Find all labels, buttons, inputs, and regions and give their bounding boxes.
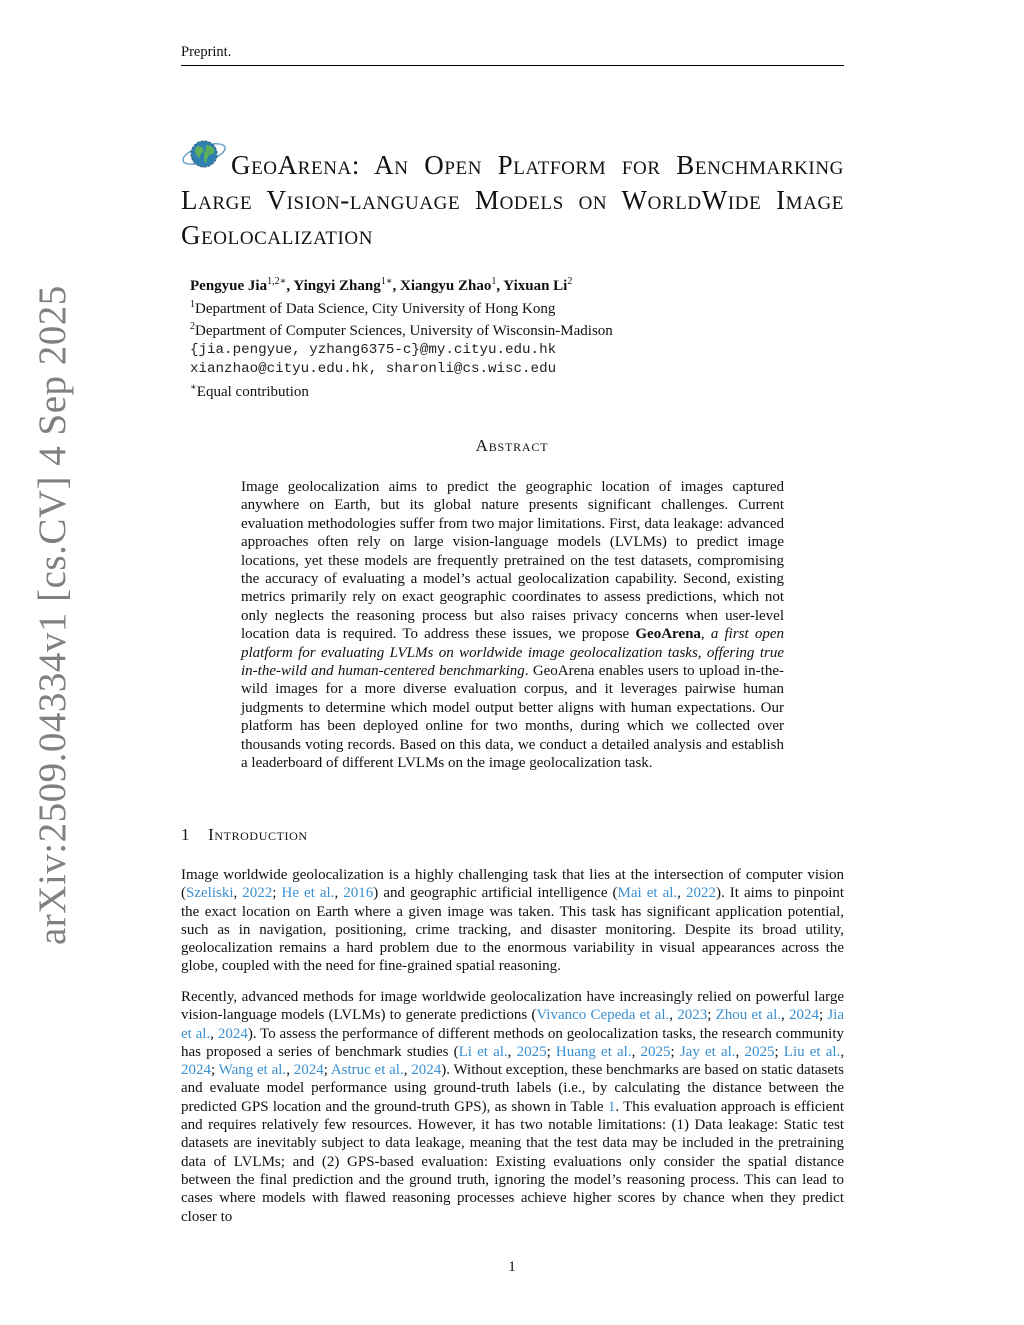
paragraph-text: ) and geographic artificial intelligence ( bbox=[373, 885, 618, 902]
citation-link[interactable]: Jay et al. bbox=[679, 1043, 736, 1060]
paragraph-text: , bbox=[781, 1007, 789, 1024]
author-block bbox=[190, 273, 613, 401]
paragraph-text: . This evaluation approach is efficient and requires relatively few resources. However, it has two notable limitations: (1) Data leakage: Static test datasets are inevitably subject to data leakage, meaning that the test data may be included in the pretraining data of LVLMs; and (2) GPS-based evaluation: Existing evaluations only consider the spatial distance between the final prediction and the ground truth, ignoring the model’s reasoning process. This can lead to cases where models with flawed reasoning processes achieve higher scores by chance when they predict closer to bbox=[181, 1098, 844, 1225]
citation-link[interactable]: Li et al. bbox=[458, 1043, 508, 1060]
citation-link[interactable]: 2024 bbox=[411, 1062, 442, 1079]
paragraph-text: , bbox=[403, 1062, 412, 1079]
paragraph-text: ; bbox=[670, 1043, 680, 1060]
citation-link[interactable]: 2025 bbox=[640, 1043, 671, 1060]
paragraph-text: , bbox=[286, 1062, 294, 1079]
paragraph-text: Image worldwide geolocalization is a highly challenging task that lies at the intersection of computer vision ( bbox=[181, 867, 844, 902]
paragraph-text: , bbox=[210, 1025, 218, 1042]
paragraph-text: , bbox=[507, 1043, 517, 1060]
citation-link[interactable]: 1 bbox=[607, 1098, 616, 1115]
citation-link[interactable]: 2025 bbox=[744, 1043, 775, 1060]
abstract-text: Image geolocalization aims to predict the geographic location of images captured anywhere on Earth, but its global nature presents significant challenges. Current evaluation methodologies suffer from two major limitations. First, data leakage: advanced approaches often rely on large vision-language models (LVLMs) to predict image locations, yet these models are frequently pretrained on the test datasets, compromising the accuracy of evaluating a model’s actual geolocalization capability. Second, existing metrics primarily rely on exact geographic coordinates to assess predictions, which not only neglects the reasoning process but also raises privacy concerns when user-level location data is required. To address these issues, we propose GeoArena, a first open platform for evaluating LVLMs on worldwide image geolocalization tasks, offering true in-the-wild and human-centered benchmarking. GeoArena enables users to upload in-the-wild images for a more diverse evaluation corpus, and it leverages pairwise human judgments to determine which model output better aligns with human expectations. Our platform has been deployed online for two months, during which we collected over thousands voting records. Based on this data, we conduct a detailed analysis and establish a leaderboard of different LVLMs on the image geolocalization task. bbox=[241, 479, 785, 772]
citation-link[interactable]: 2025 bbox=[516, 1043, 547, 1060]
paragraph-text: ; bbox=[818, 1007, 828, 1024]
author-name: Xiangyu Zhao bbox=[400, 278, 492, 294]
abstract-emphasis: a first open platform for evaluating LVLMs on worldwide image geolocalization tasks, offering true in-the-wild and human-centered benchmarking bbox=[241, 626, 785, 680]
author-affiliation-mark: 1 bbox=[491, 276, 497, 287]
citation-link[interactable]: 2016 bbox=[343, 885, 374, 902]
author-names: Pengyue Jia$^{1,2∗}$, Yingyi Zhang$^{1∗}$, Xiangyu Zhao$^1$, Yixuan Li$^2$ bbox=[190, 276, 573, 294]
citation-link[interactable]: 2024 bbox=[788, 1007, 819, 1024]
paragraph-text: , bbox=[735, 1043, 745, 1060]
paragraph-text: ). To assess the performance of different methods on geolocalization tasks, the research community has proposed a series of benchmark studies ( bbox=[181, 1025, 845, 1060]
citation-link[interactable]: Mai et al. bbox=[617, 885, 678, 902]
author-affiliation-mark: 2 bbox=[567, 276, 573, 287]
paragraph-text: , bbox=[840, 1043, 845, 1060]
citation-link[interactable]: Huang et al. bbox=[555, 1043, 632, 1060]
paragraph-text: , bbox=[233, 885, 243, 902]
running-header: Preprint. bbox=[181, 44, 844, 66]
paragraph-text: Recently, advanced methods for image worldwide geolocalization have increasingly relied on powerful large vision-language models (LVLMs) to generate predictions ( bbox=[181, 989, 844, 1024]
paragraph-text: , bbox=[631, 1043, 641, 1060]
section-title: Introduction bbox=[208, 825, 308, 844]
citation-link[interactable]: 2022 bbox=[242, 885, 273, 902]
author-affiliation-mark: 1∗ bbox=[380, 276, 393, 287]
citation-link[interactable]: 2023 bbox=[677, 1007, 708, 1024]
platform-name: GeoArena bbox=[635, 626, 701, 643]
section-heading-introduction bbox=[181, 825, 308, 845]
paragraph-text: ). Without exception, these benchmarks are based on static datasets and evaluate model performance using ground-truth labels (i.e., by calculating the distance between the predicted GPS location and the ground-truth GPS), as shown in Table bbox=[181, 1062, 845, 1115]
paragraph-text: ; bbox=[546, 1043, 556, 1060]
citation-link[interactable]: 2024 bbox=[293, 1062, 324, 1079]
arxiv-identifier: arXiv:2509.04334v1 [cs.CV] 4 Sep 2025 bbox=[31, 285, 74, 945]
author-name: Yixuan Li bbox=[503, 278, 568, 294]
page-number: 1 bbox=[508, 1259, 516, 1275]
equal-contribution-note: ∗Equal contribution bbox=[190, 381, 309, 400]
paragraph-text: ; bbox=[211, 1062, 219, 1079]
citation-link[interactable]: Liu et al. bbox=[783, 1043, 841, 1060]
paragraph-text: , bbox=[677, 885, 686, 902]
affiliation-1: $^1$Department of Data Science, City University of Hong Kong bbox=[190, 298, 556, 317]
citation-link[interactable]: Zhou et al. bbox=[715, 1007, 782, 1024]
section-number: 1 bbox=[181, 825, 191, 844]
citation-link[interactable]: 2024 bbox=[217, 1025, 248, 1042]
citation-link[interactable]: He et al. bbox=[281, 885, 335, 902]
affiliation-2: $^2$Department of Computer Sciences, University of Wisconsin-Madison bbox=[190, 321, 613, 340]
citation-link[interactable]: 2022 bbox=[685, 885, 716, 902]
citation-link[interactable]: Jia et al. bbox=[181, 1007, 845, 1042]
citation-link[interactable]: 2024 bbox=[181, 1062, 211, 1079]
paragraph-text: ). It aims to pinpoint the exact location on Earth where a given image was taken. This task has significant application potential, such as in navigation, positioning, crime tracking, and disaster monitoring. Despite its broad utility, geolocalization remains a hard problem due to the enormous variability in visual appearances across the globe, coupled with the need for fine-grained spatial reasoning. bbox=[181, 885, 845, 975]
paragraph-text: ; bbox=[323, 1062, 331, 1079]
citation-link[interactable]: Wang et al. bbox=[218, 1062, 287, 1079]
paragraph-text: ; bbox=[272, 885, 282, 902]
citation-link[interactable]: Szeliski bbox=[186, 885, 234, 902]
author-name: Yingyi Zhang bbox=[293, 278, 381, 294]
intro-paragraph-2 bbox=[181, 988, 844, 1226]
author-name: Pengyue Jia bbox=[190, 278, 268, 294]
paragraph-text: , bbox=[334, 885, 344, 902]
citation-link[interactable]: Astruc et al. bbox=[330, 1062, 404, 1079]
email-line-2: xianzhao@cityu.edu.hk, sharonli@cs.wisc.edu bbox=[190, 360, 557, 377]
paragraph-text: ; bbox=[774, 1043, 784, 1060]
intro-paragraph-1 bbox=[181, 866, 844, 976]
abstract-heading: Abstract bbox=[475, 436, 549, 455]
email-line-1: {jia.pengyue, yzhang6375-c}@my.cityu.edu.hk bbox=[190, 342, 557, 359]
paper-title: GeoArena: An Open Platform for Benchmarking Large Vision-language Models on WorldWide Image Geolocalization bbox=[181, 150, 844, 250]
paragraph-text: ; bbox=[707, 1007, 716, 1024]
paragraph-text: , bbox=[669, 1007, 678, 1024]
author-affiliation-mark: 1,2∗ bbox=[267, 276, 287, 287]
citation-link[interactable]: Vivanco Cepeda et al. bbox=[536, 1007, 670, 1024]
